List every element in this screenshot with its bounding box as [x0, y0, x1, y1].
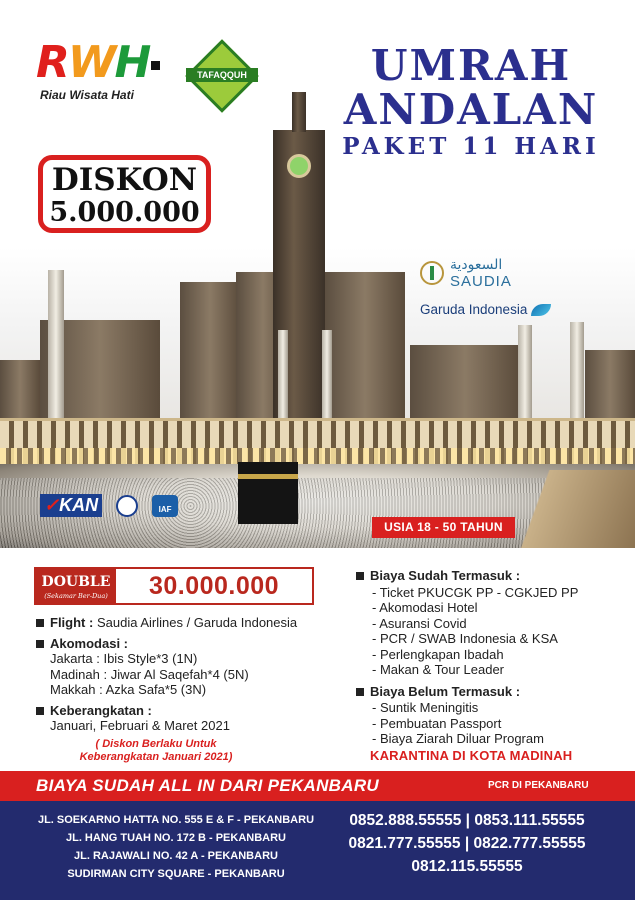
flight-label: Flight : — [50, 615, 94, 630]
includes-item: - PCR / SWAB Indonesia & KSA — [372, 631, 558, 646]
tums-cert-icon — [116, 495, 138, 517]
banner-pcr-text: PCR DI PEKANBARU — [488, 780, 589, 791]
price-box — [34, 567, 314, 605]
includes-item: - Ticket PKUCGK PP - CGKJED PP — [372, 584, 579, 600]
saudia-logo — [420, 256, 570, 290]
clock-tower-spire — [292, 92, 306, 132]
cost-details — [356, 568, 616, 747]
building-far-right — [585, 350, 635, 420]
keberangkatan-block — [36, 703, 356, 764]
excludes-heading: Biaya Belum Termasuk : — [356, 684, 616, 700]
includes-item: - Akomodasi Hotel — [372, 600, 478, 615]
saudia-emblem-icon — [420, 261, 444, 285]
akomodasi-item: Makkah : Azka Safa*5 (3N) — [50, 682, 207, 697]
garuda-bird-icon — [531, 304, 551, 316]
kan-logo: ✓KAN — [40, 494, 102, 517]
logo-letter-h: H — [114, 37, 150, 88]
contact-footer — [0, 801, 635, 900]
minaret-right-2 — [570, 322, 584, 420]
building-right — [410, 345, 520, 420]
minaret-center-1 — [278, 330, 288, 420]
title-line-2: ANDALAN — [343, 85, 599, 134]
title-line-3: PAKET 11 HARI — [342, 133, 600, 160]
includes-item: - Perlengkapan Ibadah — [372, 646, 504, 662]
iaf-logo: IAF — [152, 495, 178, 517]
room-note: (Sekamar Ber-Dua) — [44, 592, 108, 600]
airline-logos — [420, 256, 570, 317]
clock-face-icon — [287, 154, 311, 178]
rwh-logo — [36, 38, 166, 118]
room-type: DOUBLE — [41, 574, 111, 590]
keberangkatan-label: Keberangkatan : — [50, 702, 152, 718]
flight-row — [36, 615, 356, 631]
building-mid-left — [180, 282, 240, 422]
saudia-arabic: السعودية — [450, 256, 503, 273]
minaret-center-2 — [322, 330, 332, 420]
logo-tagline: Riau Wisata Hati — [40, 88, 134, 102]
discount-note — [36, 738, 276, 764]
poster-title — [336, 41, 606, 162]
logo-letter-w: W — [67, 37, 115, 88]
logo-letter-r: R — [36, 37, 68, 88]
mosque-arcades-lights — [0, 448, 635, 464]
package-details — [36, 615, 356, 769]
includes-item: - Asuransi Covid — [372, 615, 467, 631]
excludes-list — [356, 700, 616, 747]
saudia-name: SAUDIA — [450, 272, 512, 290]
discount-label: DISKON — [51, 162, 198, 198]
akomodasi-block — [36, 636, 356, 698]
address-list — [36, 811, 316, 883]
discount-amount: 5.000.000 — [49, 197, 200, 228]
price-amount: 30.000.000 — [148, 572, 280, 600]
title-line-1: UMRAH — [370, 41, 572, 90]
bullet-square-icon — [36, 707, 44, 715]
building-mid-right — [325, 272, 405, 422]
age-badge: USIA 18 - 50 TAHUN — [372, 517, 515, 538]
certification-logos — [40, 494, 178, 517]
includes-heading: Biaya Sudah Termasuk : — [356, 568, 616, 584]
address-line: JL. RAJAWALI NO. 42 A - PEKANBARU — [74, 850, 278, 862]
discount-stamp — [38, 155, 211, 233]
price-room-label — [36, 569, 116, 603]
garuda-logo — [420, 302, 570, 317]
bullet-square-icon — [356, 688, 364, 696]
tafaqquh-label: TAFAQQUH — [186, 68, 258, 82]
phone-list — [322, 809, 612, 878]
address-line: JL. HANG TUAH NO. 172 B - PEKANBARU — [65, 832, 287, 844]
phone-line: 0812.115.55555 — [411, 858, 523, 875]
flight-value: Saudia Airlines / Garuda Indonesia — [96, 615, 298, 630]
logo-kaaba-icon — [151, 61, 160, 70]
quarantine-note: KARANTINA DI KOTA MADINAH — [370, 748, 573, 763]
address-line: SUDIRMAN CITY SQUARE - PEKANBARU — [67, 868, 285, 880]
mosque-wall-right — [520, 470, 635, 548]
tafaqquh-logo — [186, 40, 258, 112]
bullet-square-icon — [36, 640, 44, 648]
bullet-square-icon — [356, 572, 364, 580]
building-far-left — [0, 360, 40, 420]
excludes-item: - Suntik Meningitis — [372, 700, 479, 715]
banner-main-text: BIAYA SUDAH ALL IN DARI PEKANBARU — [36, 776, 379, 795]
includes-item: - Makan & Tour Leader — [372, 662, 504, 677]
phone-line: 0821.777.55555 | 0822.777.55555 — [348, 835, 586, 852]
akomodasi-item: Madinah : Jiwar Al Saqefah*4 (5N) — [50, 666, 249, 682]
all-in-banner — [0, 771, 635, 801]
address-line: JL. SOEKARNO HATTA NO. 555 E & F - PEKANBARU — [37, 814, 315, 826]
minaret-right-1 — [518, 325, 532, 420]
keberangkatan-value: Januari, Februari & Maret 2021 — [50, 718, 230, 733]
discount-note-line-1: ( Diskon Berlaku Untuk — [95, 737, 217, 750]
excludes-item: - Biaya Ziarah Diluar Program — [372, 731, 544, 746]
includes-list — [356, 585, 616, 678]
excludes-item: - Pembuatan Passport — [372, 715, 502, 731]
discount-note-line-2: Keberangkatan Januari 2021) — [79, 750, 233, 763]
phone-line: 0852.888.55555 | 0853.111.55555 — [349, 812, 585, 829]
kaaba-icon — [238, 462, 298, 524]
akomodasi-item: Jakarta : Ibis Style*3 (1N) — [50, 651, 198, 666]
garuda-name: Garuda Indonesia — [420, 302, 528, 317]
akomodasi-label: Akomodasi : — [50, 635, 129, 651]
bullet-square-icon — [36, 619, 44, 627]
minaret-left — [48, 270, 64, 420]
